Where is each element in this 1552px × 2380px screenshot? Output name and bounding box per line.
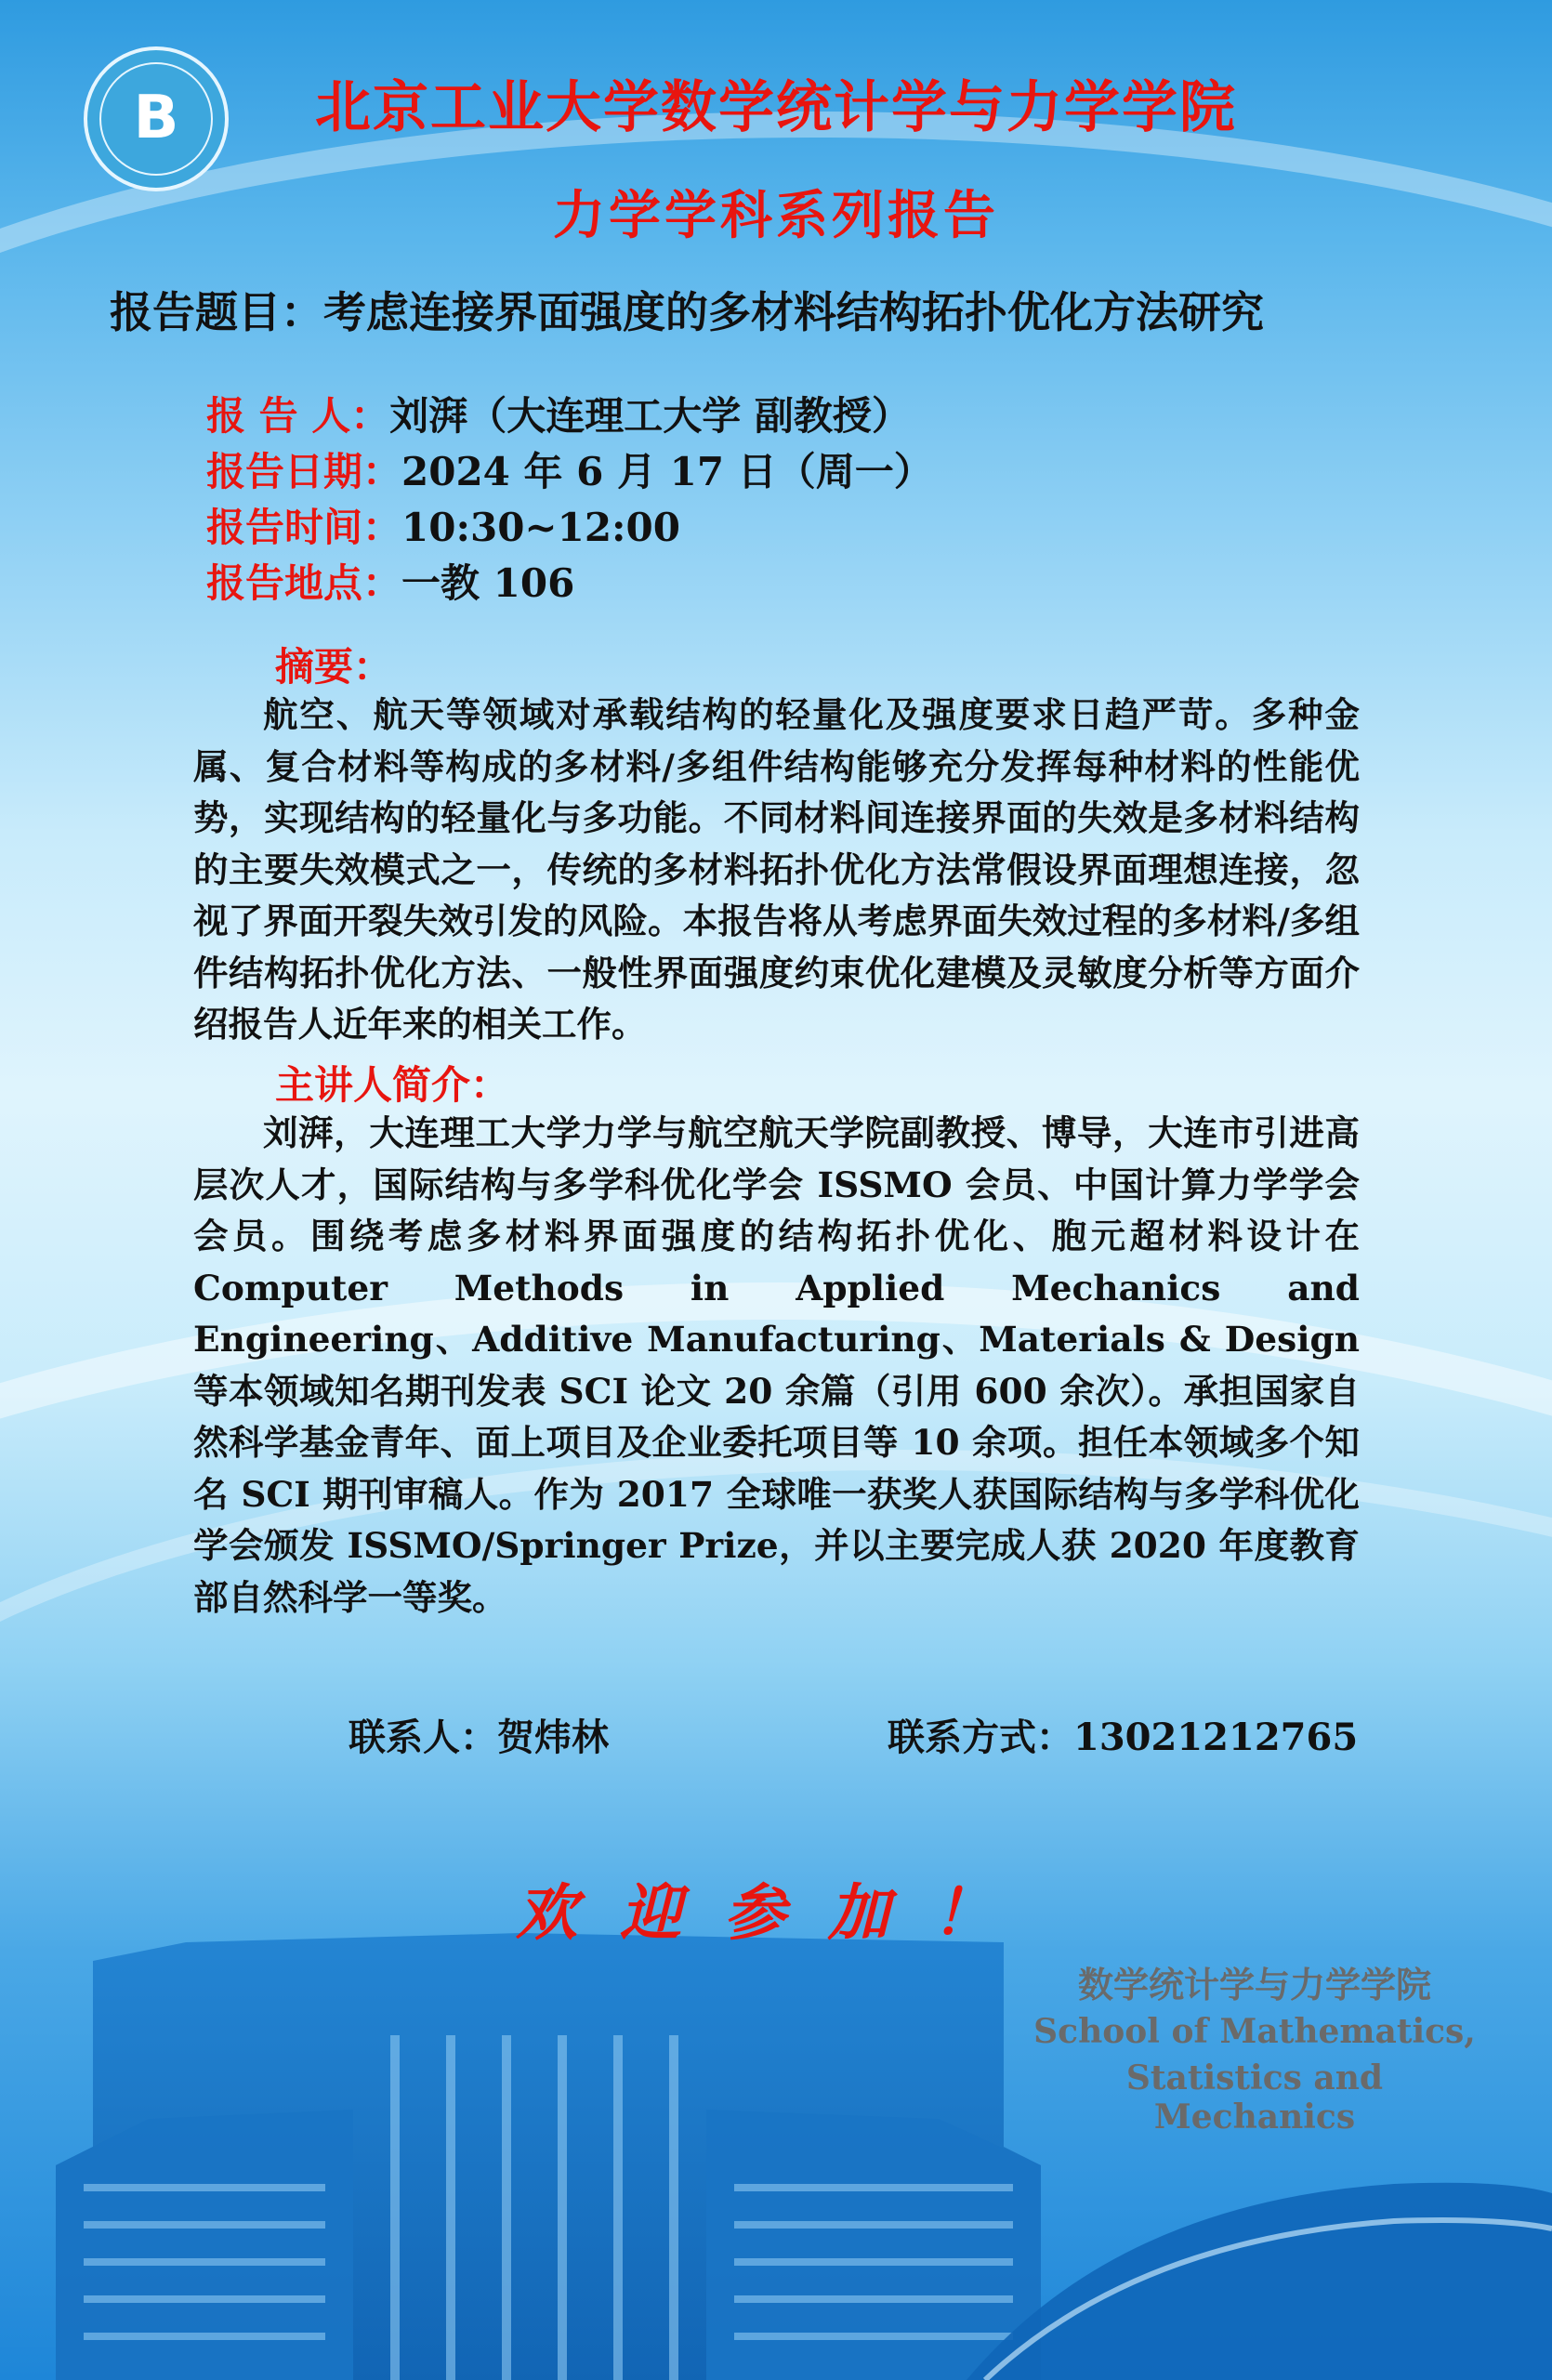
info-label: 报 告 人： [206,393,390,439]
info-label: 报告地点： [206,560,402,606]
contact-phone [888,1708,1358,1761]
contact-person-name: 贺炜林 [497,1716,609,1759]
abstract-heading: 摘要： [275,644,393,690]
bio-heading: 主讲人简介： [275,1062,510,1108]
info-time [206,497,680,553]
series-title: 力学学科系列报告 [553,185,999,246]
report-topic [110,279,1467,340]
info-date [206,441,933,497]
info-speaker [206,386,911,441]
info-value: 10:30~12:00 [401,505,681,550]
info-value: 2024 年 6 月 17 日（周一） [401,449,933,494]
bio-text: 刘湃，大连理工大学力学与航空航天学院副教授、博导，大连市引进高层次人才，国际结构与多学科优化学会 ISSMO 会员、中国计算力学学会会员。围绕考虑多材料界面强度的结构拓扑优化、胞元超材料设计在 Computer Methods in Applied Mechanics and Engineering、Additive Manufacturing、Materials & Design 等本领域知名期刊发表 SCI 论文 20 余篇（引用 600 余次）。承担国家自然科学基金青年、面上项目及企业委托项目等 10 余项。担任本领域多个知名 SCI 期刊审稿人。作为 2017 全球唯一获奖人获国际结构与多学科优化学会颁发 ISSMO/Springer Prize，并以主要完成人获 2020 年度教育部自然科学一等奖。 [193,1112,1360,1618]
school-name-en-line2: Statistics and Mechanics [1125,2058,1384,2137]
abstract-text: 航空、航天等领域对承载结构的轻量化及强度要求日趋严苛。多种金属、复合材料等构成的多材料/多组件结构能够充分发挥每种材料的性能优势，实现结构的轻量化与多功能。不同材料间连接界面的失效是多材料结构的主要失效模式之一，传统的多材料拓扑优化方法常假设界面理想连接，忽视了界面开裂失效引发的风险。本报告将从考虑界面失效过程的多材料/多组件结构拓扑优化方法、一般性界面强度约束优化建模及灵敏度分析等方面介绍报告人近年来的相关工作。 [193,694,1360,1045]
school-name-cn: 数学统计学与力学学院 [1077,1964,1431,2005]
welcome-banner: 欢迎参加！ [516,1876,1036,1949]
info-label: 报告日期： [206,449,402,494]
info-label: 报告时间： [206,505,402,550]
college-title: 北京工业大学数学统计学与力学学院 [315,75,1237,140]
school-name-en-line1: School of Mathematics, [1033,2012,1476,2051]
info-value: 刘湃（大连理工大学 副教授） [389,393,911,439]
contact-person [349,1708,609,1761]
info-value: 一教 106 [401,560,575,606]
contact-phone-number: 13021212765 [1073,1716,1359,1759]
contact-person-label: 联系人： [349,1716,497,1759]
contact-phone-label: 联系方式： [888,1716,1073,1759]
info-location [206,553,574,609]
topic-text: 考虑连接界面强度的多材料结构拓扑优化方法研究 [323,287,1264,337]
topic-label: 报告题目： [110,287,323,337]
svg-text:B: B [133,84,179,152]
